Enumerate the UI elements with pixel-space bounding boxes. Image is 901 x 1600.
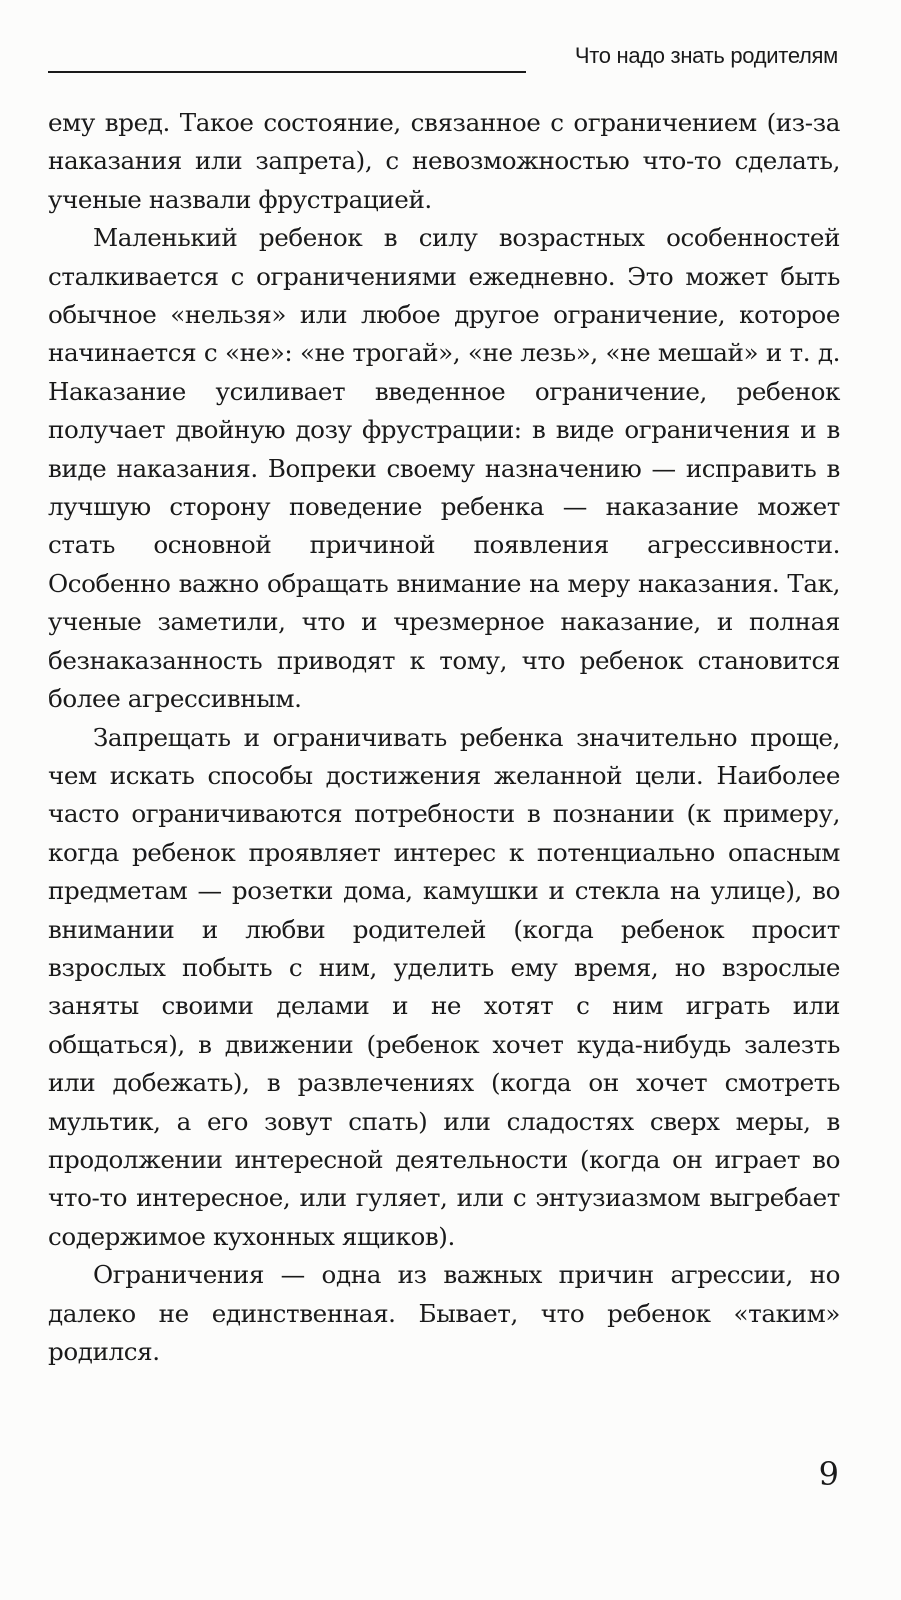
running-head xyxy=(48,38,838,78)
header-rule xyxy=(48,71,526,73)
running-head-title: Что надо знать родителям xyxy=(574,43,838,68)
paragraph-3: Запрещать и ограничивать ребенка значительно проще, чем искать способы достижения желанной цели. Наиболее часто ограничиваются потребности в познании (к примеру, когда ребенок проявляет интерес к потенциально опасным предметам — розетки дома, камушки и стекла на улице), во внимании и любви родителей (когда ребенок просит взрослых побыть с ним, уделить ему время, но взрослые заняты своими делами и не хотят с ним играть или общаться), в движении (ребенок хочет куда-нибудь залезть или добежать), в развлечениях (когда он хочет смотреть мультик, а его зовут спать) или сладостях сверх меры, в продолжении интересной деятельности (когда он играет во что-то интересное, или гуляет, или с энтузиазмом выгребает содержимое кухонных ящиков). xyxy=(48,722,840,1251)
paragraph-2: Маленький ребенок в силу возрастных особенностей сталкивается с ограничениями ежедневно. Это может быть обычное «нельзя» или любое другое ограничение, которое начинается с «не»: «не трогай», «не лезь», «не мешай» и т. д. Наказание усиливает введенное ограничение, ребенок получает двойную дозу фрустрации: в виде ограничения и в виде наказания. Вопреки своему назначению — исправить в лучшую сторону поведение ребенка — наказание может стать основной причиной появления агрессивности. Особенно важно обращать внимание на меру наказания. Так, ученые заметили, что и чрезмерное наказание, и полная безнаказанность приводят к тому, что ребенок становится более агрессивным. xyxy=(48,223,840,714)
paragraph-1: ему вред. Такое состояние, связанное с ограничением (из-за наказания или запрета), с невозможностью что-то сделать, ученые назвали фрустрацией. xyxy=(48,108,840,214)
paragraph-4: Ограничения — одна из важных причин агрессии, но далеко не единственная. Бывает, что ребенок «таким» родился. xyxy=(48,1260,840,1366)
body-text xyxy=(48,104,840,1371)
page-number: 9 xyxy=(818,1455,839,1493)
